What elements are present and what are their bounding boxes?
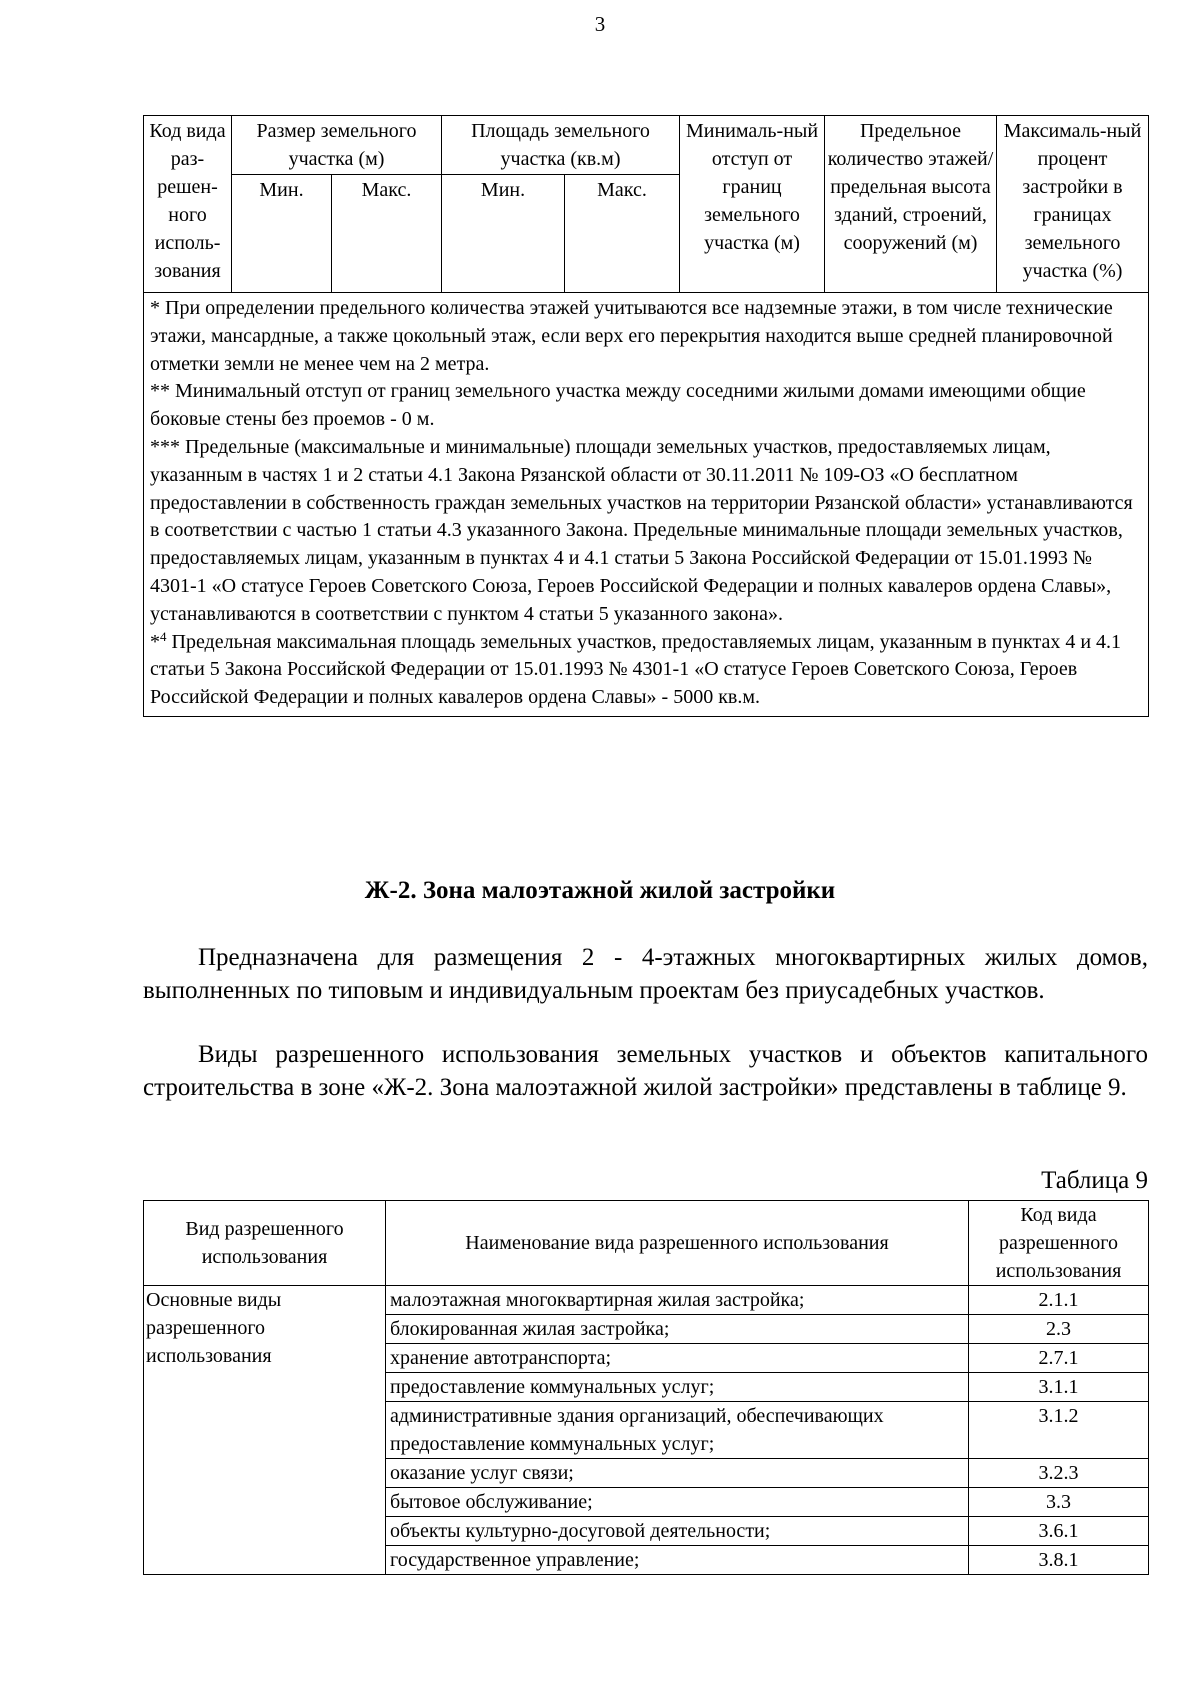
use-code: 3.2.3 bbox=[969, 1459, 1149, 1488]
page-number: 3 bbox=[594, 12, 606, 36]
footnote-text: Предельная максимальная площадь земельных участков, предоставляемых лицам, указанным в пунктах 4 и 4.1 статьи 5 Закона Российской Федерации от 15.01.1993 № 4301-1 «О статусе Героев Советского Союза, Героев Российской Федерации и полных кавалеров ордена Славы» - 5000 кв.м. bbox=[150, 630, 1122, 709]
footnotes-cell bbox=[144, 293, 1149, 717]
use-name: предоставление коммунальных услуг; bbox=[386, 1373, 969, 1402]
use-name: бытовое обслуживание; bbox=[386, 1488, 969, 1517]
use-name: оказание услуг связи; bbox=[386, 1459, 969, 1488]
footnote-superscript: 4 bbox=[160, 628, 167, 644]
permitted-use-table bbox=[143, 1200, 1149, 1575]
header-size-max: Макс. bbox=[332, 175, 442, 293]
header-use-type: Вид разрешенного использования bbox=[144, 1201, 386, 1286]
header-use-name: Наименование вида разрешенного использования bbox=[386, 1201, 969, 1286]
body-paragraph: Предназначена для размещения 2 - 4-этажных многоквартирных жилых домов, выполненных по типовым и индивидуальным проектам без приусадебных участков. bbox=[143, 944, 1148, 1004]
use-name: хранение автотранспорта; bbox=[386, 1344, 969, 1373]
header-area-max: Макс. bbox=[565, 175, 680, 293]
footnote bbox=[150, 434, 1142, 629]
footnote-mark: * bbox=[150, 630, 160, 653]
footnote bbox=[150, 629, 1142, 712]
table-row bbox=[144, 1286, 1149, 1315]
use-code: 2.3 bbox=[969, 1315, 1149, 1344]
footnote-text: При определении предельного количества этажей учитываются все надземные этажи, в том числе технические этажи, мансардные, а также цокольный этаж, если верх его перекрытия находится выше средней планировочной отметки земли не менее чем на 2 метра. bbox=[150, 297, 1113, 375]
header-max-percent: Максималь-ный процент застройки в границах земельного участка (%) bbox=[997, 116, 1149, 293]
body-paragraph: Виды разрешенного использования земельных участков и объектов капитального строительства в зоне «Ж-2. Зона малоэтажной жилой застройки» представлены в таблице 9. bbox=[143, 1041, 1148, 1101]
use-name: блокированная жилая застройка; bbox=[386, 1315, 969, 1344]
header-plot-area: Площадь земельного участка (кв.м) bbox=[442, 116, 680, 175]
footnote-text: Минимальный отступ от границ земельного участка между соседними жилыми домами имеющими общие боковые стены без проемов - 0 м. bbox=[150, 380, 1086, 431]
use-code: 2.1.1 bbox=[969, 1286, 1149, 1315]
header-plot-size: Размер земельного участка (м) bbox=[232, 116, 442, 175]
header-min-offset: Минималь-ный отступ от границ земельного участка (м) bbox=[680, 116, 825, 293]
use-code: 3.8.1 bbox=[969, 1546, 1149, 1575]
use-code: 3.6.1 bbox=[969, 1517, 1149, 1546]
zone-parameters-table bbox=[143, 115, 1149, 717]
use-code: 3.1.2 bbox=[969, 1402, 1149, 1459]
header-area-min: Мин. bbox=[442, 175, 565, 293]
header-code: Код вида раз-решен-ного исполь-зования bbox=[144, 116, 232, 293]
zone-heading: Ж-2. Зона малоэтажной жилой застройки bbox=[364, 877, 836, 904]
header-use-code: Код вида разрешенного использования bbox=[969, 1201, 1149, 1286]
use-name: административные здания организаций, обеспечивающих предоставление коммунальных услуг; bbox=[386, 1402, 969, 1459]
table-caption: Таблица 9 bbox=[1041, 1167, 1148, 1194]
use-name: объекты культурно-досуговой деятельности; bbox=[386, 1517, 969, 1546]
footnote-mark: ** bbox=[150, 380, 170, 403]
use-code: 2.7.1 bbox=[969, 1344, 1149, 1373]
use-name: государственное управление; bbox=[386, 1546, 969, 1575]
use-group-label: Основные виды разрешенного использования bbox=[144, 1286, 386, 1575]
use-code: 3.1.1 bbox=[969, 1373, 1149, 1402]
footnote bbox=[150, 378, 1142, 434]
header-size-min: Мин. bbox=[232, 175, 332, 293]
footnote-mark: *** bbox=[150, 435, 180, 458]
footnote-text: Предельные (максимальные и минимальные) площади земельных участков, предоставляемых лицам, указанным в частях 1 и 2 статьи 4.1 Закона Рязанской области от 30.11.2011 № 109-ОЗ «О бесплатном предоставлении в собственность граждан земельных участков на территории Рязанской области» устанавливаются в соответствии с частью 1 статьи 4.3 указанного Закона. Предельные минимальные площади земельных участков, предоставляемых лицам, указанным в пунктах 4 и 4.1 статьи 5 Закона Российской Федерации от 15.01.1993 № 4301-1 «О статусе Героев Советского Союза, Героев Российской Федерации и полных кавалеров ордена Славы», устанавливаются в соответствии с пунктом 4 статьи 5 указанного закона». bbox=[150, 435, 1133, 625]
footnote bbox=[150, 295, 1142, 378]
header-floors-height: Предельное количество этажей/ предельная высота зданий, строений, сооружений (м) bbox=[825, 116, 997, 293]
footnote-mark: * bbox=[150, 297, 160, 319]
use-name: малоэтажная многоквартирная жилая застройка; bbox=[386, 1286, 969, 1315]
use-code: 3.3 bbox=[969, 1488, 1149, 1517]
